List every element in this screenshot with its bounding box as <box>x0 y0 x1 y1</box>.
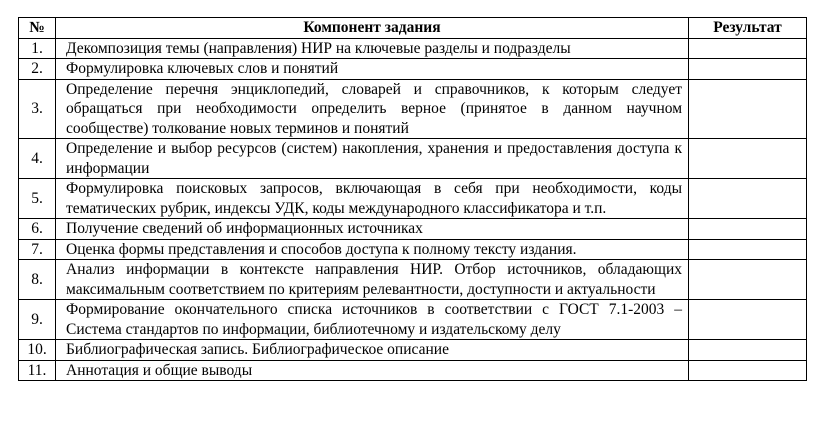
row-component: Оценка формы представления и способов доступа к полному тексту издания. <box>56 239 689 260</box>
row-number: 4. <box>19 139 56 179</box>
row-number: 9. <box>19 300 56 340</box>
row-result[interactable] <box>689 300 807 340</box>
table-row <box>19 139 807 179</box>
header-number: № <box>19 18 56 39</box>
row-number: 5. <box>19 179 56 219</box>
row-result[interactable] <box>689 340 807 361</box>
table-header-row <box>19 18 807 39</box>
row-result[interactable] <box>689 360 807 381</box>
table-row <box>19 340 807 361</box>
row-result[interactable] <box>689 79 807 139</box>
row-component: Определение и выбор ресурсов (систем) накопления, хранения и предоставления доступа к информации <box>56 139 689 179</box>
row-number: 8. <box>19 260 56 300</box>
row-result[interactable] <box>689 239 807 260</box>
header-result: Результат <box>689 18 807 39</box>
row-component: Анализ информации в контексте направления НИР. Отбор источников, обладающих максимальным соответствием по критериям релевантности, доступности и актуальности <box>56 260 689 300</box>
row-component: Библиографическая запись. Библиографическое описание <box>56 340 689 361</box>
row-result[interactable] <box>689 260 807 300</box>
row-result[interactable] <box>689 219 807 240</box>
row-result[interactable] <box>689 139 807 179</box>
row-number: 6. <box>19 219 56 240</box>
row-component: Формулировка поисковых запросов, включающая в себя при необходимости, коды тематических рубрик, индексы УДК, коды международного классификатора и т.п. <box>56 179 689 219</box>
row-number: 10. <box>19 340 56 361</box>
table-row <box>19 38 807 59</box>
task-table <box>18 17 807 381</box>
table-row <box>19 179 807 219</box>
row-number: 1. <box>19 38 56 59</box>
header-component: Компонент задания <box>56 18 689 39</box>
row-component: Определение перечня энциклопедий, словарей и справочников, к которым следует обращаться при необходимости определить верное (принятое в данном научном сообществе) толкование новых терминов и понятий <box>56 79 689 139</box>
row-component: Формирование окончательного списка источников в соответствии с ГОСТ 7.1-2003 – Система стандартов по информации, библиотечному и издательскому делу <box>56 300 689 340</box>
row-number: 7. <box>19 239 56 260</box>
row-result[interactable] <box>689 179 807 219</box>
table-row <box>19 260 807 300</box>
row-component: Получение сведений об информационных источниках <box>56 219 689 240</box>
row-number: 3. <box>19 79 56 139</box>
row-result[interactable] <box>689 59 807 80</box>
table-row <box>19 239 807 260</box>
row-result[interactable] <box>689 38 807 59</box>
table-row <box>19 360 807 381</box>
table-row <box>19 300 807 340</box>
row-component: Аннотация и общие выводы <box>56 360 689 381</box>
table-row <box>19 59 807 80</box>
table-row <box>19 79 807 139</box>
row-component: Формулировка ключевых слов и понятий <box>56 59 689 80</box>
row-component: Декомпозиция темы (направления) НИР на ключевые разделы и подразделы <box>56 38 689 59</box>
row-number: 2. <box>19 59 56 80</box>
table-row <box>19 219 807 240</box>
row-number: 11. <box>19 360 56 381</box>
